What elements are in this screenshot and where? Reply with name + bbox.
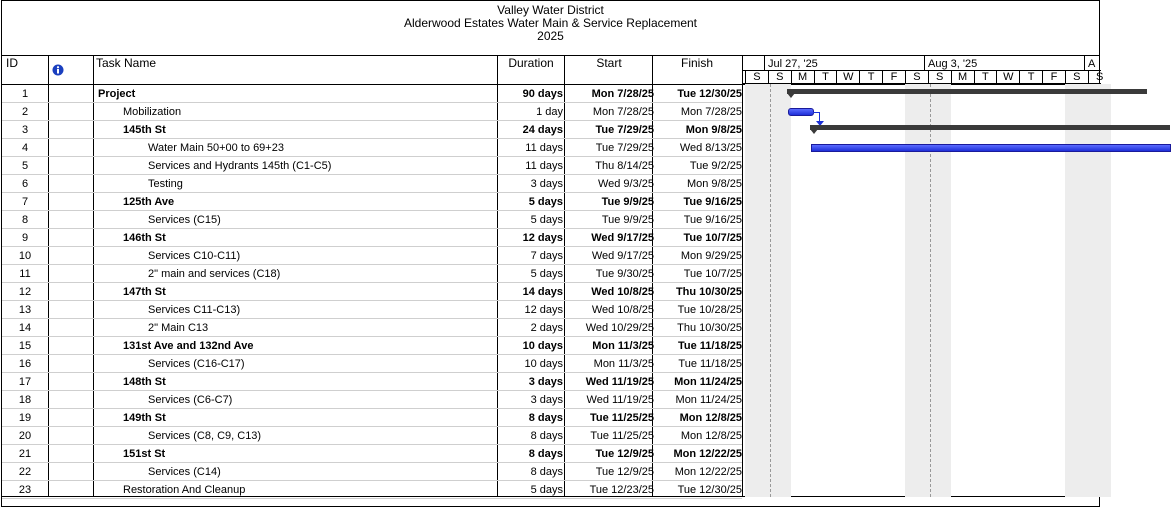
task-finish: Tue 10/28/25: [677, 304, 742, 316]
task-start: Mon 7/28/25: [592, 106, 654, 118]
task-finish: Mon 11/24/25: [674, 376, 742, 388]
task-duration: 24 days: [522, 124, 563, 136]
table-row[interactable]: [2, 319, 742, 337]
task-name: Services and Hydrants 145th (C1-C5): [148, 160, 332, 172]
col-header-duration[interactable]: Duration: [508, 56, 554, 70]
task-id: 10: [18, 250, 32, 262]
task-name: 146th St: [123, 232, 166, 244]
task-duration: 5 days: [530, 484, 563, 496]
task-start: Wed 9/3/25: [597, 178, 654, 190]
table-row[interactable]: [2, 85, 742, 103]
task-name: 125th Ave: [123, 196, 175, 208]
table-row[interactable]: [2, 103, 742, 121]
task-name: Services C11-C13): [148, 304, 241, 316]
task-finish: Mon 9/8/25: [686, 178, 742, 190]
task-name: Services (C8, C9, C13): [148, 430, 262, 442]
task-id: 14: [18, 322, 32, 334]
task-duration: 8 days: [528, 448, 563, 460]
task-name: Restoration And Cleanup: [123, 484, 246, 496]
task-name: Services C10-C11): [148, 250, 241, 262]
table-row[interactable]: [2, 355, 742, 373]
task-start: Tue 12/23/25: [589, 484, 654, 496]
task-id: 19: [18, 412, 32, 424]
table-row[interactable]: [2, 427, 742, 445]
task-finish: Tue 12/30/25: [677, 88, 742, 100]
task-duration: 12 days: [524, 304, 563, 316]
task-name: 151st St: [123, 448, 166, 460]
task-duration: 5 days: [530, 214, 563, 226]
row-divider: [2, 498, 742, 499]
table-row[interactable]: [2, 373, 742, 391]
table-row[interactable]: [2, 265, 742, 283]
day-label: T: [974, 71, 997, 84]
table-row[interactable]: [2, 121, 742, 139]
task-bar[interactable]: [811, 144, 1171, 152]
task-duration: 8 days: [530, 430, 563, 442]
task-start: Tue 12/9/25: [595, 448, 654, 460]
header-project: Alderwood Estates Water Main & Service Replacement: [403, 16, 697, 30]
day-label: M: [791, 71, 814, 84]
task-finish: Tue 12/30/25: [677, 484, 742, 496]
task-duration: 90 days: [522, 88, 563, 100]
task-duration: 10 days: [524, 358, 563, 370]
task-duration: 8 days: [530, 466, 563, 478]
task-id: 23: [18, 484, 32, 496]
task-id: 17: [18, 376, 32, 388]
day-label: F: [882, 71, 905, 84]
week-label: Aug 3, '25: [928, 58, 978, 70]
task-id: 2: [21, 106, 29, 118]
task-duration: 2 days: [530, 322, 563, 334]
task-duration: 5 days: [528, 196, 563, 208]
day-label: S: [768, 71, 791, 84]
task-name: 147th St: [123, 286, 166, 298]
table-row[interactable]: [2, 409, 742, 427]
task-start: Mon 11/3/25: [593, 358, 654, 370]
task-finish: Thu 10/30/25: [675, 286, 742, 298]
task-id: 11: [19, 268, 31, 280]
task-name: 131st Ave and 132nd Ave: [123, 340, 254, 352]
summary-bar[interactable]: [810, 125, 1170, 130]
table-row[interactable]: [2, 481, 742, 499]
task-start: Wed 10/8/25: [591, 304, 654, 316]
task-name: 145th St: [123, 124, 166, 136]
summary-bar[interactable]: [787, 89, 1147, 94]
task-start: Tue 9/9/25: [601, 214, 654, 226]
task-id: 8: [21, 214, 29, 226]
task-start: Tue 11/25/25: [590, 430, 654, 442]
task-id: 21: [18, 448, 32, 460]
task-id: 18: [18, 394, 32, 406]
report-header: [0, 4, 1101, 43]
task-name: Services (C6-C7): [148, 394, 233, 406]
header-year: 2025: [537, 29, 564, 43]
day-label: S: [1065, 71, 1088, 84]
task-finish: Wed 8/13/25: [679, 142, 742, 154]
week-divider: [924, 56, 925, 71]
col-header-task-name[interactable]: Task Name: [96, 56, 157, 70]
task-finish: Mon 11/24/25: [675, 394, 742, 406]
task-finish: Tue 9/2/25: [689, 160, 742, 172]
task-start: Wed 11/19/25: [585, 376, 654, 388]
task-duration: 11 days: [525, 142, 563, 154]
week-divider: [1084, 56, 1085, 71]
task-start: Tue 9/9/25: [601, 196, 654, 208]
task-start: Tue 9/30/25: [595, 268, 654, 280]
task-name: Services (C16-C17): [148, 358, 245, 370]
task-finish: Mon 7/28/25: [680, 106, 742, 118]
task-finish: Tue 11/18/25: [678, 358, 742, 370]
task-id: 16: [18, 358, 32, 370]
task-finish: Mon 12/22/25: [674, 466, 742, 478]
header-org: Valley Water District: [497, 3, 604, 17]
task-finish: Mon 9/8/25: [685, 124, 742, 136]
col-header-id[interactable]: ID: [6, 56, 18, 70]
task-duration: 7 days: [530, 250, 563, 262]
task-start: Wed 9/17/25: [591, 232, 654, 244]
week-gridline: [770, 84, 771, 497]
task-start: Mon 11/3/25: [592, 340, 654, 352]
task-id: 15: [18, 340, 32, 352]
task-id: 1: [21, 88, 29, 100]
task-finish: Thu 10/30/25: [677, 322, 742, 334]
summary-bar-start-cap[interactable]: [787, 93, 795, 98]
task-id: 6: [21, 178, 29, 190]
task-start: Mon 7/28/25: [591, 88, 654, 100]
table-row[interactable]: [2, 445, 742, 463]
task-duration: 5 days: [530, 268, 563, 280]
table-row[interactable]: [2, 391, 742, 409]
task-id: 3: [21, 124, 29, 136]
task-duration: 14 days: [522, 286, 563, 298]
day-label: S: [905, 71, 928, 84]
table-row[interactable]: [2, 337, 742, 355]
task-name: 2" main and services (C18): [148, 268, 281, 280]
task-id: 5: [21, 160, 29, 172]
col-header-finish[interactable]: Finish: [680, 56, 713, 70]
task-finish: Mon 12/22/25: [673, 448, 742, 460]
task-id: 20: [18, 430, 32, 442]
task-start: Wed 10/8/25: [591, 286, 654, 298]
task-id: 9: [21, 232, 29, 244]
table-row[interactable]: [2, 301, 742, 319]
task-duration: 3 days: [528, 376, 563, 388]
day-label: M: [951, 71, 974, 84]
task-id: 12: [18, 286, 32, 298]
table-row[interactable]: [2, 193, 742, 211]
day-label: S: [1088, 71, 1111, 84]
day-label: W: [836, 71, 859, 84]
table-row[interactable]: [2, 157, 742, 175]
table-row[interactable]: [2, 229, 742, 247]
table-row[interactable]: [2, 139, 742, 157]
task-name: Services (C14): [148, 466, 221, 478]
day-label: W: [996, 71, 1019, 84]
task-id: 7: [21, 196, 29, 208]
day-label: T: [1019, 71, 1042, 84]
table-row[interactable]: [2, 247, 742, 265]
task-duration: 1 day: [536, 106, 563, 118]
task-start: Thu 8/14/25: [595, 160, 654, 172]
week-label: A: [1088, 58, 1096, 70]
task-duration: 12 days: [522, 232, 563, 244]
day-label: T: [814, 71, 837, 84]
task-finish: Tue 11/18/25: [677, 340, 742, 352]
task-duration: 11 days: [525, 160, 563, 172]
table-row[interactable]: [2, 283, 742, 301]
task-finish: Mon 9/29/25: [680, 250, 742, 262]
task-finish: Tue 10/7/25: [683, 232, 742, 244]
task-finish: Tue 9/16/25: [683, 196, 742, 208]
task-duration: 8 days: [528, 412, 563, 424]
task-duration: 3 days: [530, 394, 563, 406]
task-start: Tue 7/29/25: [595, 142, 654, 154]
task-finish: Tue 9/16/25: [683, 214, 742, 226]
task-id: 22: [18, 466, 32, 478]
task-finish: Mon 12/8/25: [679, 412, 742, 424]
task-name: 2" Main C13: [148, 322, 209, 334]
task-duration: 3 days: [530, 178, 563, 190]
weekend-shade: [745, 84, 768, 497]
task-id: 4: [21, 142, 29, 154]
summary-bar-start-cap[interactable]: [810, 129, 818, 134]
task-start: Wed 10/29/25: [585, 322, 654, 334]
col-header-start[interactable]: Start: [596, 56, 622, 70]
task-name: 148th St: [123, 376, 166, 388]
day-label: T: [859, 71, 882, 84]
task-id: 13: [18, 304, 32, 316]
task-finish: Mon 12/8/25: [680, 430, 742, 442]
table-row[interactable]: [2, 211, 742, 229]
gantt-chart[interactable]: [742, 56, 1104, 497]
week-label: Jul 27, '25: [768, 58, 818, 70]
task-name: Mobilization: [123, 106, 182, 118]
table-row[interactable]: [2, 175, 742, 193]
task-start: Tue 7/29/25: [595, 124, 654, 136]
task-name: Testing: [148, 178, 183, 190]
task-name: 149th St: [123, 412, 166, 424]
weekend-shade: [768, 84, 791, 497]
task-start: Wed 11/19/25: [586, 394, 654, 406]
day-label: F: [1042, 71, 1065, 84]
task-name: Services (C15): [148, 214, 221, 226]
task-start: Tue 11/25/25: [589, 412, 654, 424]
task-start: Wed 9/17/25: [591, 250, 654, 262]
task-name: Water Main 50+00 to 69+23: [148, 142, 284, 154]
task-bar[interactable]: [788, 108, 814, 116]
task-start: Tue 12/9/25: [595, 466, 654, 478]
task-name: Project: [98, 88, 136, 100]
task-finish: Tue 10/7/25: [683, 268, 742, 280]
table-row[interactable]: [2, 463, 742, 481]
task-duration: 10 days: [522, 340, 563, 352]
day-label: S: [928, 71, 951, 84]
week-divider: [764, 56, 765, 71]
day-label: S: [745, 71, 768, 84]
